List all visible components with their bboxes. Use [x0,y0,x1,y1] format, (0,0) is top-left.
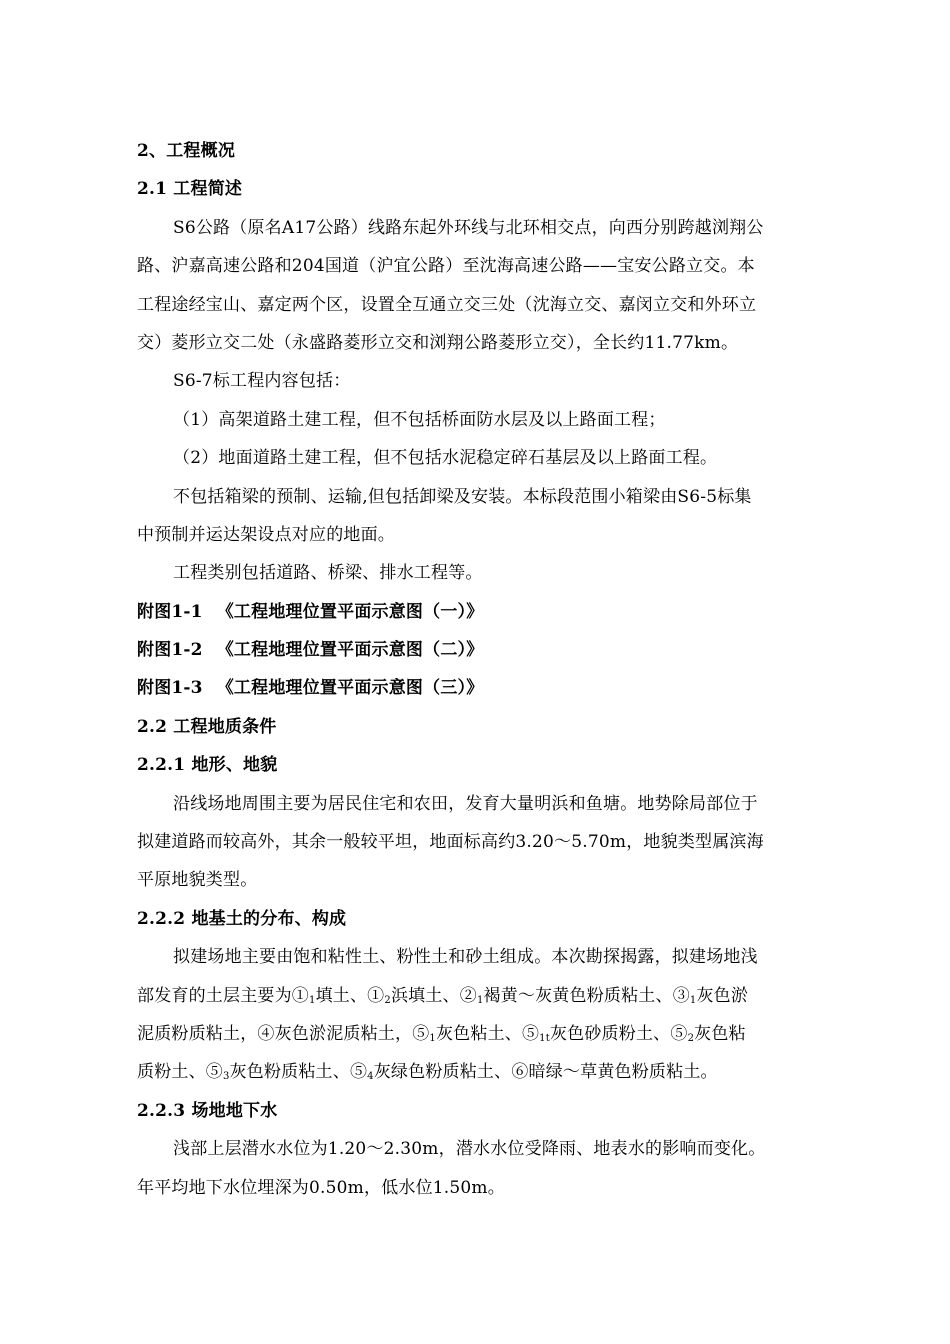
soil-paragraph-line [137,1015,840,1053]
section-heading-2-2-2: 2.2.2 地基土的分布、构成 [137,908,347,929]
soil-paragraph-line [137,1053,840,1091]
figure-number: 附图1-2 [137,640,203,661]
text-run: 灰色粘 [694,1023,746,1044]
subscript: 4 [367,1071,374,1083]
subscript: 2 [687,1032,695,1044]
text-run: 部发育的土层主要为① [137,985,309,1006]
subscript: 1 [476,994,484,1006]
section-heading-2-2-3: 2.2.3 场地地下水 [137,1100,278,1121]
section-heading-2-2-1: 2.2.1 地形、地貌 [137,755,278,776]
section-heading-2-2: 2.2 工程地质条件 [137,716,277,737]
text-run: 灰绿色粉质粘土、⑥暗绿～草黄色粉质粘土。 [373,1062,718,1083]
section-heading-2: 2、工程概况 [137,141,236,161]
soil-paragraph-line [137,977,840,1015]
figure-number: 附图1-1 [137,601,203,622]
terrain-paragraph-line: 沿线场地周围主要为居民住宅和农田，发育大量明浜和鱼塘。地势除局部位于 [173,793,758,814]
soil-paragraph-line: 拟建场地主要由饱和粘性土、粉性土和砂土组成。本次勘探揭露，拟建场地浅 [173,947,758,968]
text-run: 灰色砂质粉土、⑤ [549,1023,688,1044]
scope-item-1: （1）高架道路土建工程，但不包括桥面防水层及以上路面工程； [173,409,666,430]
figure-number: 附图1-3 [137,678,203,699]
terrain-paragraph-line: 拟建道路而较高外，其余一般较平坦，地面标高约3.20～5.70m，地貌类型属滨海 [137,832,764,853]
project-category: 工程类别包括道路、桥梁、排水工程等。 [173,563,483,584]
text-run: 灰色粉质粘土、⑤ [229,1062,368,1083]
overview-paragraph-line: 交）菱形立交二处（永盛路菱形立交和浏翔公路菱形立交），全长约11.77km。 [137,332,739,353]
figure-ref-2 [137,631,840,669]
section-heading-2-1: 2.1 工程简述 [137,179,243,200]
text-run: 填土、① [315,985,385,1006]
scope-intro: S6-7标工程内容包括： [173,371,351,392]
text-run: 质粉土、⑤ [137,1062,223,1083]
text-run: 灰色粘土、⑤ [435,1023,540,1044]
terrain-paragraph-line: 平原地貌类型。 [137,870,258,891]
subscript: 1 [309,994,316,1006]
figure-ref-3 [137,669,840,707]
subscript: 1t [539,1032,550,1044]
overview-paragraph-line: 工程途经宝山、嘉定两个区，设置全互通立交三处（沈海立交、嘉闵立交和外环立 [137,294,757,315]
text-run: 泥质粉质粘土，④灰色淤泥质粘土，⑤ [137,1023,430,1044]
subscript: 1 [689,994,697,1006]
figure-title: 《工程地理位置平面示意图（二）》 [216,640,484,661]
figure-title: 《工程地理位置平面示意图（一）》 [216,601,484,622]
scope-item-2: （2）地面道路土建工程，但不包括水泥稳定碎石基层及以上路面工程。 [173,448,718,469]
groundwater-paragraph-line: 年平均地下水位埋深为0.50m，低水位1.50m。 [137,1177,505,1198]
overview-paragraph-line: S6公路（原名A17公路）线路东起外环线与北环相交点，向西分别跨越浏翔公 [173,217,764,238]
text-run: 灰色淤 [696,985,749,1006]
document-page [137,132,840,1207]
groundwater-paragraph-line: 浅部上层潜水水位为1.20～2.30m，潜水水位受降雨、地表水的影响而变化。 [173,1139,766,1160]
figure-title: 《工程地理位置平面示意图（三）》 [216,678,484,699]
figure-ref-1 [137,593,840,631]
exclusion-paragraph-line: 不包括箱梁的预制、运输,但包括卸梁及安装。本标段范围小箱梁由S6-5标集 [173,486,752,507]
text-run: 浜填土、② [390,985,477,1006]
overview-paragraph-line: 路、沪嘉高速公路和204国道（沪宜公路）至沈海高速公路——宝安公路立交。本 [137,256,755,277]
exclusion-paragraph-line: 中预制并运达架设点对应的地面。 [137,524,395,545]
subscript: 3 [223,1071,230,1083]
subscript: 1 [429,1032,436,1044]
subscript: 2 [384,994,391,1006]
text-run: 褐黄～灰黄色粉质粘土、③ [483,985,690,1006]
